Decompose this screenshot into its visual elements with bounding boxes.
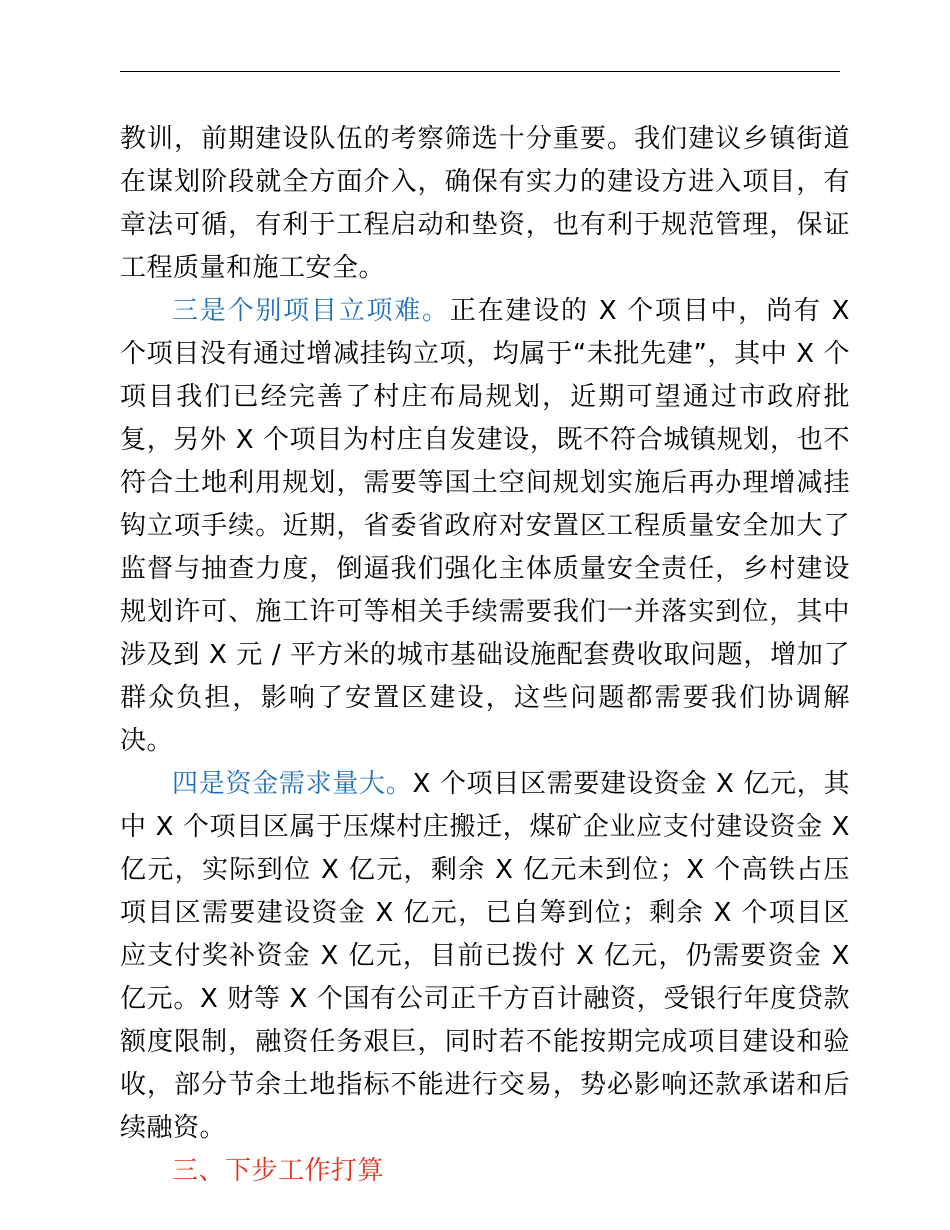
paragraph-continuation: 教训，前期建设队伍的考察筛选十分重要。我们建议乡镇街道在谋划阶段就全方面介入，确保有实力的建设方进入项目，有章法可循，有利于工程启动和垫资，也有利于规范管理，保证工程质量和施工安全。 — [120, 124, 850, 283]
paragraph-body-approval: 正在建设的 X 个项目中，尚有 X 个项目没有通过增减挂钩立项，均属于“未批先建”，其中 X 个项目我们已经完善了村庄布局规划，近期可望通过市政府批复，另外 X 个项目为村庄自发建设，既不符合城镇规划，也不符合土地利用规划，需要等国土空间规划实施后再办理增减挂钩立项手续。近期，省委省政府对安置区工程质量安全加大了监督与抽查力度，倒逼我们强化主体质量安全责任，乡村建设规划许可、施工许可等相关手续需要我们一并落实到位，其中涉及到 X 元 / 平方米的城市基础设施配套费收取问题，增加了群众负担，影响了安置区建设，这些问题都需要我们协调解决。 — [120, 296, 850, 756]
paragraph-lead-approval: 三是个别项目立项难。 — [172, 296, 450, 326]
paragraph-body-funding: X 个项目区需要建设资金 X 亿元，其中 X 个项目区属于压煤村庄搬迁，煤矿企业应支付建设资金 X 亿元，实际到位 X 亿元，剩余 X 亿元未到位；X 个高铁占压项目区需要建设资金 X 亿元，已自筹到位；剩余 X 个项目区应支付奖补资金 X 亿元，目前已拨付 X 亿元，仍需要资金 X 亿元。X 财等 X 个国有公司正千方百计融资，受银行年度贷款额度限制，融资任务艰巨，同时若不能按期完成项目建设和验收，部分节余土地指标不能进行交易，势必影响还款承诺和后续融资。 — [120, 769, 850, 1143]
paragraph-project-approval — [120, 290, 850, 763]
document-body — [120, 118, 850, 1193]
paragraph-funding — [120, 763, 850, 1150]
header-rule — [120, 71, 840, 72]
paragraph-lead-funding: 四是资金需求量大。 — [172, 769, 413, 799]
section-heading: 三、下步工作打算 — [172, 1156, 385, 1186]
